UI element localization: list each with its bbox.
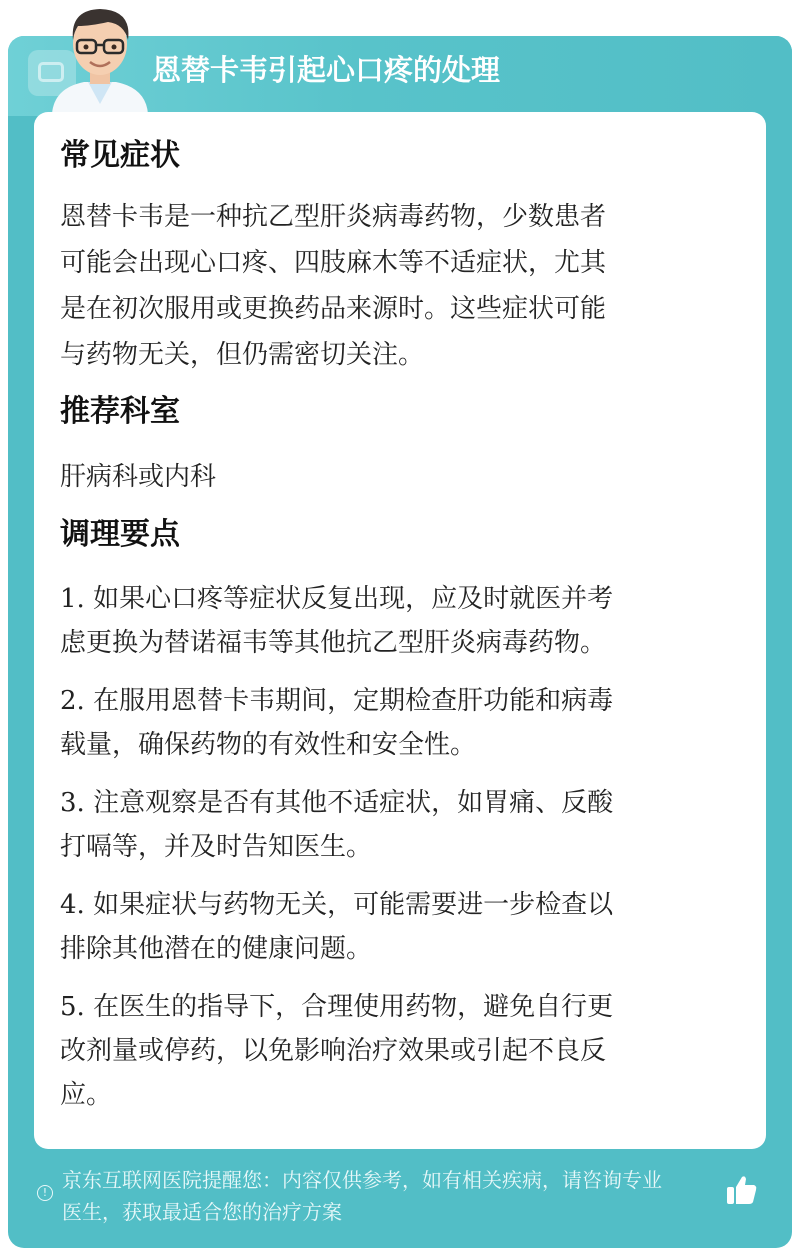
- item-number: 4.: [60, 890, 85, 920]
- department-section: [60, 390, 724, 500]
- care-section: [60, 513, 724, 1117]
- item-number: 1.: [60, 584, 85, 614]
- item-text: 打嗝等，并及时告知医生。: [60, 832, 373, 862]
- department-text: 肝病科或内科: [60, 462, 217, 492]
- disclaimer-line: 京东互联网医院提醒您：内容仅供参考，如有相关疾病，请咨询专业: [62, 1168, 662, 1192]
- symptoms-line: 恩替卡韦是一种抗乙型肝炎病毒药物，少数患者: [60, 202, 607, 232]
- item-text: 在医生的指导下，合理使用药物，避免自行更: [93, 992, 614, 1022]
- info-icon: !: [37, 1185, 53, 1201]
- list-item: [60, 577, 724, 665]
- item-number: 3.: [60, 788, 85, 818]
- item-text: 如果心口疼等症状反复出现，应及时就医并考: [93, 584, 614, 614]
- item-text: 应。: [60, 1080, 113, 1110]
- disclaimer-line: 医生，获取最适合您的治疗方案: [62, 1200, 342, 1224]
- symptoms-line: 是在初次服用或更换药品来源时。这些症状可能: [60, 294, 607, 324]
- care-title: 调理要点: [60, 517, 180, 552]
- list-item: [60, 781, 724, 869]
- item-number: 2.: [60, 686, 85, 716]
- item-text: 在服用恩替卡韦期间，定期检查肝功能和病毒: [93, 686, 614, 716]
- list-item: [60, 679, 724, 767]
- doctor-avatar: [44, 0, 156, 114]
- disclaimer: [62, 1164, 726, 1228]
- item-text: 改剂量或停药，以免影响治疗效果或引起不良反: [60, 1036, 607, 1066]
- symptoms-title: 常见症状: [60, 138, 180, 173]
- symptoms-text: [60, 194, 724, 378]
- thumbs-up-icon[interactable]: [724, 1172, 760, 1208]
- item-text: 虑更换为替诺福韦等其他抗乙型肝炎病毒药物。: [60, 628, 607, 658]
- symptoms-line: 可能会出现心口疼、四肢麻木等不适症状，尤其: [60, 248, 607, 278]
- item-text: 如果症状与药物无关，可能需要进一步检查以: [93, 890, 614, 920]
- item-text: 注意观察是否有其他不适症状，如胃痛、反酸: [93, 788, 614, 818]
- item-text: 载量，确保药物的有效性和安全性。: [60, 730, 477, 760]
- department-title: 推荐科室: [60, 394, 180, 429]
- symptoms-section: [60, 134, 724, 378]
- list-item: [60, 985, 724, 1117]
- item-text: 排除其他潜在的健康问题。: [60, 934, 373, 964]
- symptoms-line: 与药物无关，但仍需密切关注。: [60, 340, 425, 370]
- list-item: [60, 883, 724, 971]
- item-number: 5.: [60, 992, 85, 1022]
- page-title: 恩替卡韦引起心口疼的处理: [152, 53, 501, 87]
